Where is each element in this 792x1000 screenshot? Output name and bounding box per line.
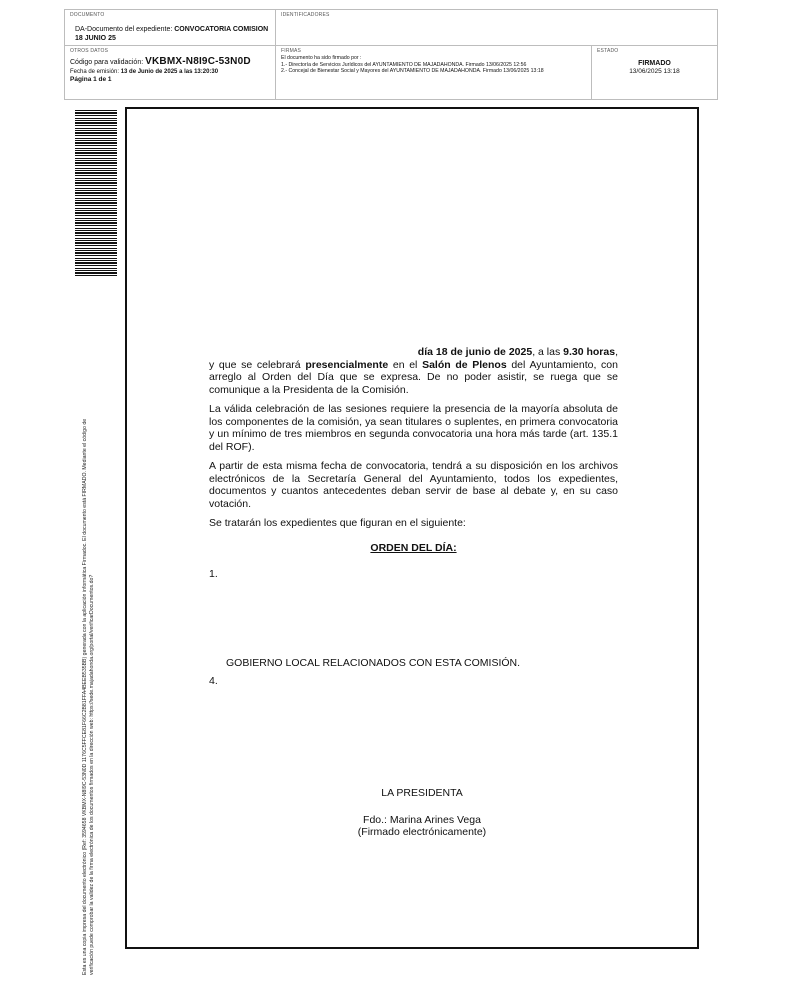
documento-cell (65, 10, 276, 46)
firma-1: 1.- Directoría de Servicios Jurídicos del AYUNTAMIENTO DE MAJADAHONDA. Firmado 13/06/2025 12:56 (281, 61, 527, 68)
paragraph-2: La válida celebración de las sesiones requiere la presencia de la mayoría absoluta de los componentes de la comisión, ya sean titulares o suplentes, en primera convocatoria y un mínimo de tres miembros en segunda convocatoria una hora más tarde (art. 135.1 del ROF). (209, 403, 618, 453)
document-header (64, 9, 718, 100)
estado-cell (592, 46, 717, 100)
paragraph-4: Se tratarán los expedientes que figuran en el siguiente: (209, 517, 466, 529)
verification-line-1: Esta es una copia impresa del documento electrónico (Ref: 3594658 VKBMX-N8I9C-53N0D 1176C5FFCE81F66C2B81FFA4BEEB535BB) generada con la aplicación informática Firmadoc. El documento está FIRMADO. Mediante el código de (82, 418, 88, 975)
signature-name: Fdo.: Marina Arines Vega (363, 813, 481, 826)
page-content (209, 346, 618, 695)
document-page (125, 107, 699, 949)
signature-block (297, 787, 547, 839)
firmas-label: FIRMAS (281, 48, 302, 54)
firmas-cell (276, 46, 592, 100)
signature-note: (Firmado electrónicamente) (357, 826, 487, 838)
agenda-item-4: 4. (209, 675, 218, 687)
documento-title: DA-Documento del expediente: CONVOCATORIA COMISION 18 JUNIO 25 (75, 26, 269, 42)
identificadores-label: IDENTIFICADORES (281, 12, 330, 18)
otros-datos-cell (65, 46, 276, 100)
emission-date: Fecha de emisión: 13 de Junio de 2025 a las 13:20:30 (70, 69, 219, 75)
firmas-intro: El documento ha sido firmado por : (281, 55, 362, 61)
estado-value: FIRMADO (638, 60, 671, 67)
firma-2: 2.- Concejal de Bienestar Social y Mayores del AYUNTAMIENTO DE MAJADAHONDA. Firmado 13/06/2025 13:18 (281, 68, 544, 74)
documento-label: DOCUMENTO (70, 12, 105, 18)
validation-code: Código para validación: VKBMX-N8I9C-53N0D (70, 56, 251, 67)
signature-role: LA PRESIDENTA (381, 787, 463, 799)
otros-datos-label: OTROS DATOS (70, 48, 109, 54)
agenda-item-1: 1. (209, 568, 218, 580)
verification-sidebar-text (82, 295, 96, 975)
page-count: Página 1 de 1 (70, 76, 112, 83)
barcode (75, 110, 117, 278)
orden-del-dia-title: ORDEN DEL DÍA: (370, 541, 457, 554)
paragraph-3: A partir de esta misma fecha de convocatoria, tendrá a su disposición en los archivos electrónicos de la Secretaría General del Ayuntamiento, todos los expedientes, documentos y cuantos antecedentes deban servir de base al debate y, en su caso votación. (209, 460, 618, 510)
estado-date: 13/06/2025 13:18 (629, 68, 680, 75)
meeting-date: día 18 de junio de 2025, a las 9.30 horas, (417, 346, 618, 358)
identificadores-cell (276, 10, 717, 46)
paragraph-1: y que se celebrará presencialmente en el Salón de Plenos del Ayuntamiento, con arreglo al Orden del Día que se expresa. De no poder asistir, se ruega que se comunique a la Presidenta de la Comisión. (209, 358, 618, 396)
verification-line-2: verificación puede comprobar la validez de la firma electrónica de los documentos firmados en la dirección web: https://sede.majadahonda.org/portal/verificarDocumentos.do? (89, 574, 95, 975)
agenda-item-text: GOBIERNO LOCAL RELACIONADOS CON ESTA COMISIÓN. (226, 656, 521, 669)
estado-label: ESTADO (597, 48, 619, 54)
